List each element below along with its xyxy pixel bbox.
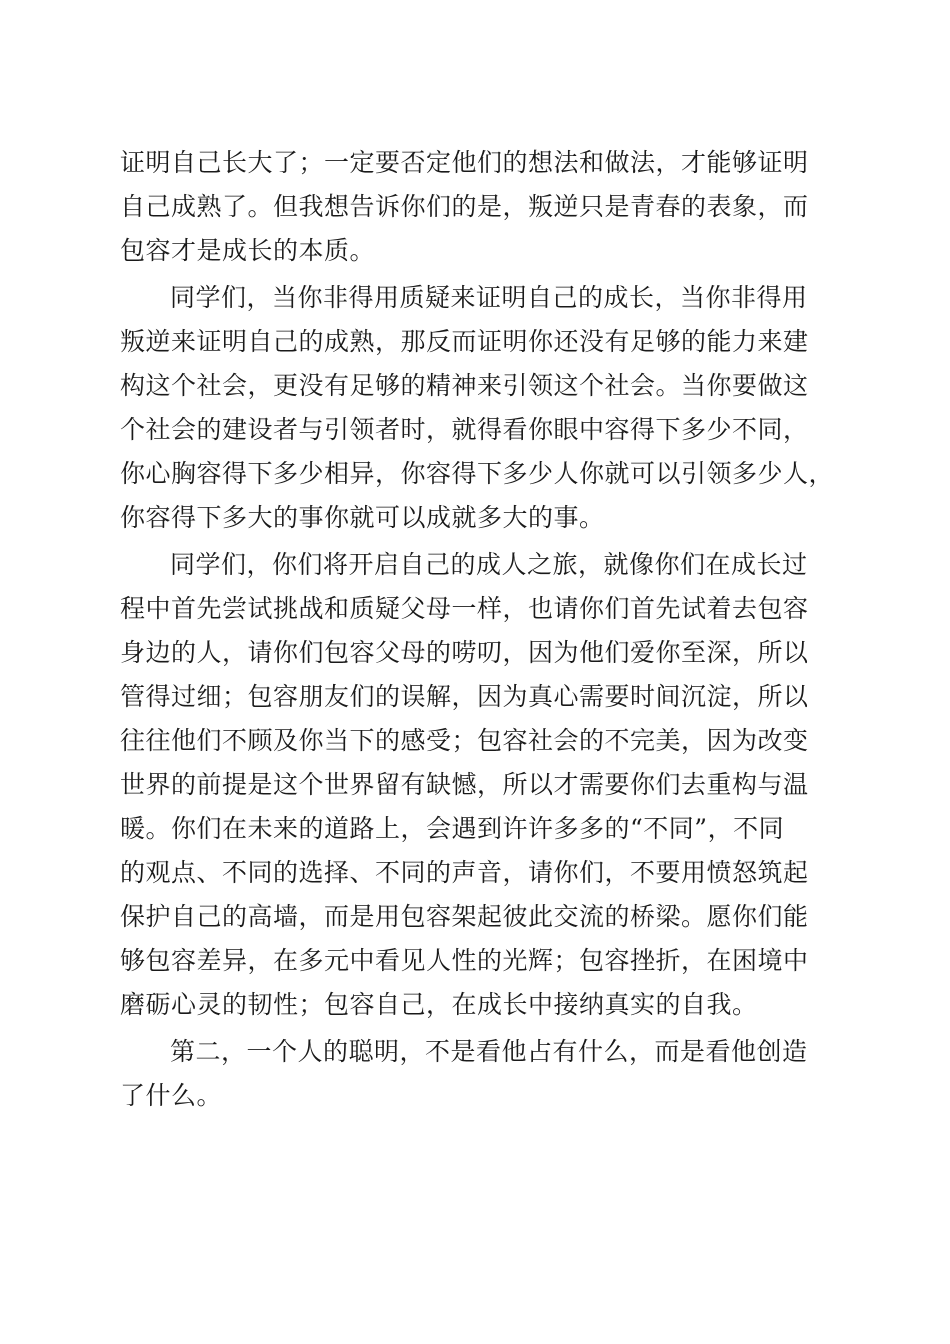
- body-text: [120, 141, 840, 1118]
- paragraph-2: [120, 276, 840, 540]
- text-line: 身边的人，请你们包容父母的唠叨，因为他们爱你至深，所以: [120, 638, 809, 667]
- text-line: 磨砺心灵的韧性；包容自己，在成长中接纳真实的自我。: [120, 990, 758, 1019]
- text-line: 管得过细；包容朋友们的误解，因为真心需要时间沉淀，所以: [120, 682, 809, 711]
- paragraph-1: [120, 141, 840, 273]
- text-line: 构这个社会，更没有足够的精神来引领这个社会。当你要做这: [120, 371, 809, 400]
- text-line: 包容才是成长的本质。: [120, 236, 376, 265]
- text-line: 叛逆来证明自己的成熟，那反而证明你还没有足够的能力来建: [120, 327, 809, 356]
- text-line: 个社会的建设者与引领者时，就得看你眼中容得下多少不同，: [120, 415, 809, 444]
- text-line: 同学们，当你非得用质疑来证明自己的成长，当你非得用: [170, 283, 808, 312]
- text-line: 了什么。: [120, 1081, 223, 1110]
- text-line: 的观点、不同的选择、不同的声音，请你们，不要用愤怒筑起: [120, 858, 809, 887]
- text-line: 你心胸容得下多少相异，你容得下多少人你就可以引领多少人，: [120, 459, 835, 488]
- text-line: 程中首先尝试挑战和质疑父母一样，也请你们首先试着去包容: [120, 594, 809, 623]
- text-line: 往往他们不顾及你当下的感受；包容社会的不完美，因为改变: [120, 726, 809, 755]
- paragraph-4: [120, 1030, 840, 1118]
- text-line: 自己成熟了。但我想告诉你们的是，叛逆只是青春的表象，而: [120, 192, 809, 221]
- paragraph-3: [120, 543, 840, 1027]
- text-line: 证明自己长大了；一定要否定他们的想法和做法，才能够证明: [120, 148, 809, 177]
- text-line: 暖。你们在未来的道路上，会遇到许许多多的“不同”，不同: [120, 814, 785, 843]
- text-line: 够包容差异，在多元中看见人性的光辉；包容挫折，在困境中: [120, 946, 809, 975]
- text-line: 你容得下多大的事你就可以成就多大的事。: [120, 503, 605, 532]
- text-line: 保护自己的高墙，而是用包容架起彼此交流的桥梁。愿你们能: [120, 902, 809, 931]
- text-line: 第二，一个人的聪明，不是看他占有什么，而是看他创造: [170, 1037, 808, 1066]
- text-line: 世界的前提是这个世界留有缺憾，所以才需要你们去重构与温: [120, 770, 809, 799]
- text-line: 同学们，你们将开启自己的成人之旅，就像你们在成长过: [170, 550, 808, 579]
